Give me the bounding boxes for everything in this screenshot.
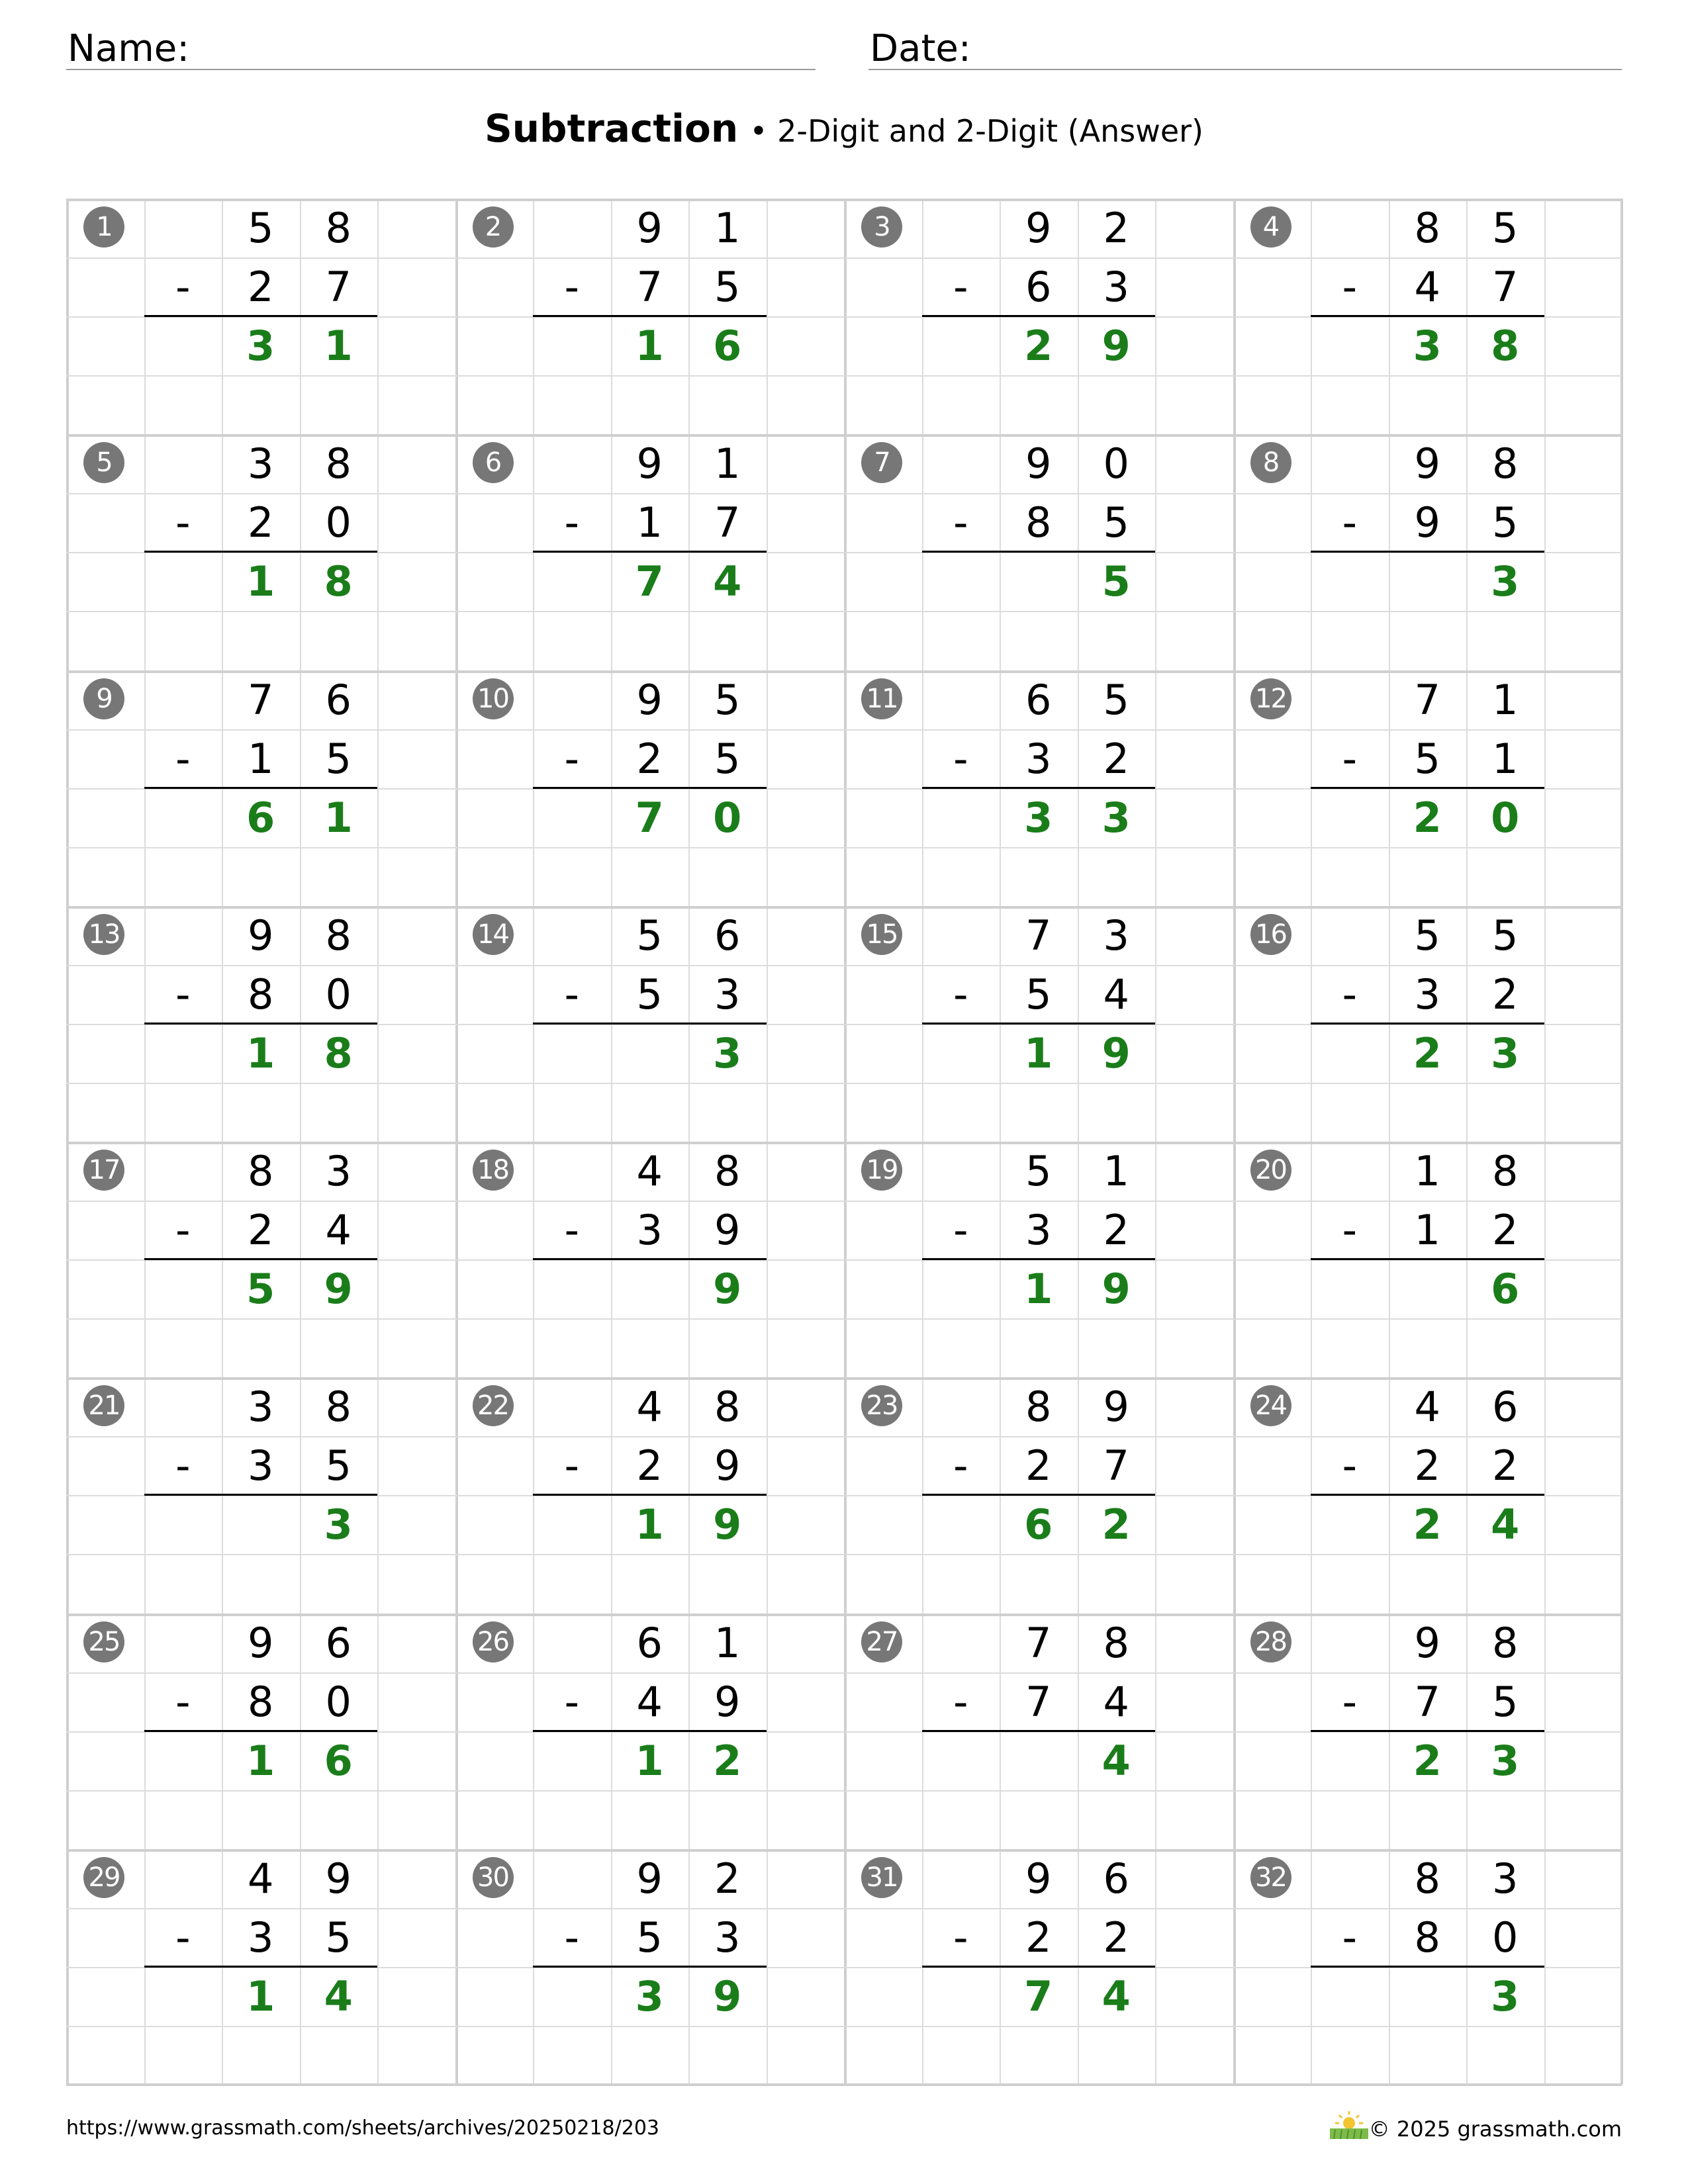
subtrahend-ones: 0 xyxy=(325,970,352,1019)
answer-ones[interactable]: 3 xyxy=(1491,1028,1520,1077)
minuend-ones: 3 xyxy=(1492,1854,1519,1903)
answer-tens[interactable] xyxy=(611,1024,689,1083)
problem-5 xyxy=(66,434,455,670)
answer-tens[interactable]: 3 xyxy=(1024,793,1053,842)
subtrahend-tens: 6 xyxy=(1025,263,1052,311)
subtrahend-ones: 3 xyxy=(714,1913,741,1962)
subtrahend-tens: 4 xyxy=(636,1677,663,1726)
answer-tens[interactable]: 1 xyxy=(246,1736,275,1785)
minuend-ones: 8 xyxy=(325,439,352,488)
problem-19 xyxy=(844,1142,1233,1377)
subtrahend-ones: 7 xyxy=(1492,263,1519,311)
minus-sign: - xyxy=(175,498,191,547)
minus-sign: - xyxy=(175,1206,191,1254)
minus-sign: - xyxy=(1342,1677,1357,1726)
problem-12 xyxy=(1233,670,1622,906)
minuend-tens: 9 xyxy=(636,439,663,488)
answer-tens[interactable]: 2 xyxy=(1413,1028,1442,1077)
problem-24 xyxy=(1233,1377,1622,1613)
minuend-tens: 5 xyxy=(1414,911,1440,960)
subtrahend-tens: 2 xyxy=(248,263,274,311)
answer-ones[interactable]: 3 xyxy=(1491,557,1520,606)
minuend-tens: 3 xyxy=(248,439,274,488)
subtrahend-ones: 5 xyxy=(325,1913,352,1962)
answer-tens[interactable]: 1 xyxy=(635,322,664,370)
subtrahend-tens: 8 xyxy=(1025,498,1052,547)
minuend-ones: 1 xyxy=(1103,1147,1129,1195)
problem-number-badge: 30 xyxy=(473,1857,514,1898)
date-label: Date: xyxy=(870,27,971,70)
footer-copyright: © 2025 grassmath.com xyxy=(1368,2116,1622,2142)
minus-sign: - xyxy=(953,498,968,547)
problem-number-badge: 29 xyxy=(83,1857,124,1898)
answer-tens[interactable] xyxy=(611,1259,689,1318)
subtrahend-ones: 0 xyxy=(1492,1913,1519,1962)
answer-tens[interactable]: 7 xyxy=(635,557,664,606)
minuend-ones: 1 xyxy=(714,204,741,252)
answer-ones[interactable]: 8 xyxy=(324,557,353,606)
problem-26 xyxy=(455,1614,845,1849)
problem-15 xyxy=(844,906,1233,1142)
subtrahend-tens: 7 xyxy=(636,263,663,311)
problem-number-badge: 15 xyxy=(861,914,902,955)
minuend-tens: 5 xyxy=(248,204,274,252)
minuend-ones: 5 xyxy=(714,675,741,724)
subtrahend-tens: 2 xyxy=(1025,1441,1052,1490)
answer-ones[interactable]: 3 xyxy=(713,1028,742,1077)
subtrahend-ones: 5 xyxy=(1103,498,1129,547)
problem-17 xyxy=(66,1142,455,1377)
answer-tens[interactable]: 6 xyxy=(246,793,275,842)
minuend-ones: 9 xyxy=(1103,1383,1129,1432)
minuend-tens: 9 xyxy=(1025,439,1052,488)
answer-ones[interactable]: 8 xyxy=(1491,322,1520,370)
minuend-tens: 6 xyxy=(636,1618,663,1667)
minuend-tens: 9 xyxy=(1025,204,1052,252)
subtrahend-ones: 9 xyxy=(714,1206,741,1254)
answer-ones[interactable]: 3 xyxy=(324,1500,353,1549)
subtrahend-tens: 4 xyxy=(1414,263,1440,311)
answer-ones[interactable]: 4 xyxy=(1491,1500,1520,1549)
answer-ones[interactable]: 6 xyxy=(324,1736,353,1785)
problem-number-badge: 4 xyxy=(1250,206,1291,248)
minus-sign: - xyxy=(953,1441,968,1490)
subtrahend-ones: 2 xyxy=(1103,734,1129,783)
answer-tens[interactable]: 2 xyxy=(1413,1500,1442,1549)
problem-9 xyxy=(66,670,455,906)
problem-27 xyxy=(844,1614,1233,1849)
answer-ones[interactable]: 6 xyxy=(713,322,742,370)
minuend-ones: 8 xyxy=(714,1383,741,1432)
minuend-tens: 8 xyxy=(1414,1854,1440,1903)
answer-ones[interactable]: 9 xyxy=(1102,322,1131,370)
minus-sign: - xyxy=(1342,1441,1357,1490)
answer-ones[interactable]: 2 xyxy=(1102,1500,1131,1549)
answer-ones[interactable]: 4 xyxy=(713,557,742,606)
minus-sign: - xyxy=(1342,734,1357,783)
problem-25 xyxy=(66,1614,455,1849)
minus-sign: - xyxy=(564,1677,579,1726)
answer-tens[interactable]: 3 xyxy=(246,322,275,370)
answer-tens[interactable]: 1 xyxy=(635,1736,664,1785)
answer-tens[interactable] xyxy=(1000,1731,1078,1790)
answer-ones[interactable]: 1 xyxy=(324,793,353,842)
answer-tens[interactable]: 1 xyxy=(1024,1265,1053,1313)
answer-tens[interactable]: 2 xyxy=(1024,322,1053,370)
subtrahend-tens: 5 xyxy=(1025,970,1052,1019)
minus-sign: - xyxy=(953,1677,968,1726)
minuend-tens: 3 xyxy=(248,1383,274,1432)
answer-tens[interactable]: 1 xyxy=(246,557,275,606)
minuend-ones: 6 xyxy=(1103,1854,1129,1903)
minus-sign: - xyxy=(1342,970,1357,1019)
subtrahend-tens: 3 xyxy=(636,1206,663,1254)
minuend-tens: 9 xyxy=(1414,1618,1440,1667)
subtrahend-tens: 3 xyxy=(248,1913,274,1962)
minuend-ones: 1 xyxy=(714,439,741,488)
subtrahend-tens: 3 xyxy=(248,1441,274,1490)
subtrahend-ones: 3 xyxy=(1103,263,1129,311)
answer-ones[interactable]: 4 xyxy=(1102,1972,1131,2021)
answer-tens[interactable]: 1 xyxy=(246,1028,275,1077)
answer-ones[interactable]: 0 xyxy=(713,793,742,842)
problem-number-badge: 32 xyxy=(1250,1857,1291,1898)
problem-1 xyxy=(66,199,455,434)
answer-tens[interactable]: 3 xyxy=(1413,322,1442,370)
minus-sign: - xyxy=(564,1441,579,1490)
minuend-ones: 6 xyxy=(325,1618,352,1667)
problem-number-badge: 16 xyxy=(1250,914,1291,955)
subtrahend-ones: 0 xyxy=(325,1677,352,1726)
subtrahend-ones: 5 xyxy=(714,734,741,783)
answer-ones[interactable]: 6 xyxy=(1491,1265,1520,1313)
subtrahend-ones: 5 xyxy=(325,1441,352,1490)
subtrahend-tens: 3 xyxy=(1414,970,1440,1019)
title-main: Subtraction xyxy=(484,106,739,151)
answer-tens[interactable]: 2 xyxy=(1413,793,1442,842)
problem-number-badge: 2 xyxy=(473,206,514,248)
answer-tens[interactable]: 6 xyxy=(1024,1500,1053,1549)
problem-22 xyxy=(455,1377,845,1613)
subtrahend-tens: 3 xyxy=(1025,1206,1052,1254)
problem-number-badge: 22 xyxy=(473,1385,514,1426)
problem-number-badge: 1 xyxy=(83,206,124,248)
subtrahend-ones: 5 xyxy=(714,263,741,311)
answer-tens[interactable] xyxy=(222,1495,300,1554)
subtrahend-tens: 1 xyxy=(636,498,663,547)
minus-sign: - xyxy=(564,263,579,311)
problem-11 xyxy=(844,670,1233,906)
answer-tens[interactable] xyxy=(1389,1259,1467,1318)
minus-sign: - xyxy=(1342,498,1357,547)
subtrahend-tens: 8 xyxy=(248,970,274,1019)
minus-sign: - xyxy=(175,1913,191,1962)
answer-tens[interactable]: 5 xyxy=(246,1265,275,1313)
minuend-tens: 8 xyxy=(1414,204,1440,252)
minuend-ones: 5 xyxy=(1103,675,1129,724)
page-title xyxy=(0,106,1688,151)
problem-number-badge: 12 xyxy=(1250,678,1291,719)
answer-tens[interactable]: 3 xyxy=(635,1972,664,2021)
subtrahend-ones: 3 xyxy=(714,970,741,1019)
minuend-tens: 9 xyxy=(1414,439,1440,488)
minuend-tens: 4 xyxy=(636,1147,663,1195)
answer-tens[interactable]: 7 xyxy=(1024,1972,1053,2021)
answer-ones[interactable]: 5 xyxy=(1102,557,1131,606)
minuend-ones: 8 xyxy=(1103,1618,1129,1667)
answer-tens[interactable]: 2 xyxy=(1413,1736,1442,1785)
minuend-ones: 9 xyxy=(325,1854,352,1903)
subtrahend-tens: 1 xyxy=(248,734,274,783)
minuend-tens: 7 xyxy=(1025,911,1052,960)
minuend-ones: 8 xyxy=(325,204,352,252)
minuend-tens: 7 xyxy=(248,675,274,724)
subtrahend-ones: 9 xyxy=(714,1441,741,1490)
answer-tens[interactable]: 1 xyxy=(246,1972,275,2021)
answer-tens[interactable]: 7 xyxy=(635,793,664,842)
problem-3 xyxy=(844,199,1233,434)
minuend-ones: 0 xyxy=(1103,439,1129,488)
minus-sign: - xyxy=(564,734,579,783)
minuend-ones: 5 xyxy=(1492,204,1519,252)
problem-31 xyxy=(844,1849,1233,2085)
subtrahend-ones: 2 xyxy=(1492,970,1519,1019)
minuend-tens: 1 xyxy=(1414,1147,1440,1195)
problem-number-badge: 5 xyxy=(83,442,124,483)
minuend-tens: 9 xyxy=(636,1854,663,1903)
answer-ones[interactable]: 9 xyxy=(324,1265,353,1313)
minuend-ones: 2 xyxy=(1103,204,1129,252)
problem-number-badge: 21 xyxy=(83,1385,124,1426)
problem-number-badge: 17 xyxy=(83,1150,124,1191)
problem-7 xyxy=(844,434,1233,670)
name-label: Name: xyxy=(68,27,190,70)
subtrahend-ones: 9 xyxy=(714,1677,741,1726)
subtrahend-tens: 8 xyxy=(248,1677,274,1726)
answer-ones[interactable]: 4 xyxy=(1102,1736,1131,1785)
subtrahend-tens: 5 xyxy=(636,970,663,1019)
subtrahend-tens: 5 xyxy=(636,1913,663,1962)
minuend-tens: 5 xyxy=(1025,1147,1052,1195)
problem-number-badge: 28 xyxy=(1250,1621,1291,1662)
minuend-tens: 9 xyxy=(1025,1854,1052,1903)
subtrahend-ones: 1 xyxy=(1492,734,1519,783)
minuend-ones: 8 xyxy=(325,911,352,960)
problem-number-badge: 20 xyxy=(1250,1150,1291,1191)
minus-sign: - xyxy=(564,498,579,547)
problem-23 xyxy=(844,1377,1233,1613)
minuend-ones: 8 xyxy=(325,1383,352,1432)
minuend-tens: 4 xyxy=(248,1854,274,1903)
title-subtitle: • 2-Digit and 2-Digit (Answer) xyxy=(749,113,1203,149)
minuend-ones: 1 xyxy=(714,1618,741,1667)
subtrahend-tens: 2 xyxy=(1414,1441,1440,1490)
minuend-ones: 8 xyxy=(714,1147,741,1195)
problem-number-badge: 27 xyxy=(861,1621,902,1662)
minuend-tens: 8 xyxy=(248,1147,274,1195)
problem-20 xyxy=(1233,1142,1622,1377)
problem-6 xyxy=(455,434,845,670)
answer-tens[interactable]: 1 xyxy=(635,1500,664,1549)
minus-sign: - xyxy=(953,734,968,783)
problem-number-badge: 18 xyxy=(473,1150,514,1191)
subtrahend-tens: 2 xyxy=(1025,1913,1052,1962)
answer-ones[interactable]: 8 xyxy=(324,1028,353,1077)
minuend-tens: 7 xyxy=(1414,675,1440,724)
problem-number-badge: 7 xyxy=(861,442,902,483)
answer-tens[interactable]: 1 xyxy=(1024,1028,1053,1077)
minuend-ones: 8 xyxy=(1492,439,1519,488)
minus-sign: - xyxy=(1342,263,1357,311)
minuend-ones: 6 xyxy=(325,675,352,724)
minus-sign: - xyxy=(564,1913,579,1962)
minuend-ones: 6 xyxy=(1492,1383,1519,1432)
minus-sign: - xyxy=(175,263,191,311)
minuend-tens: 6 xyxy=(1025,675,1052,724)
answer-ones[interactable]: 2 xyxy=(713,1736,742,1785)
minus-sign: - xyxy=(953,1913,968,1962)
minus-sign: - xyxy=(175,734,191,783)
answer-ones[interactable]: 9 xyxy=(713,1500,742,1549)
minuend-ones: 6 xyxy=(714,911,741,960)
problem-4 xyxy=(1233,199,1622,434)
problem-number-badge: 25 xyxy=(83,1621,124,1662)
answer-tens[interactable] xyxy=(1389,1967,1467,2026)
minus-sign: - xyxy=(953,1206,968,1254)
subtrahend-ones: 0 xyxy=(325,498,352,547)
answer-ones[interactable]: 9 xyxy=(713,1265,742,1313)
minuend-ones: 8 xyxy=(1492,1618,1519,1667)
subtrahend-ones: 7 xyxy=(714,498,741,547)
problem-28 xyxy=(1233,1614,1622,1849)
subtrahend-tens: 3 xyxy=(1025,734,1052,783)
problem-number-badge: 11 xyxy=(861,678,902,719)
subtrahend-tens: 2 xyxy=(248,498,274,547)
problem-number-badge: 10 xyxy=(473,678,514,719)
subtrahend-tens: 5 xyxy=(1414,734,1440,783)
minuend-ones: 1 xyxy=(1492,675,1519,724)
subtrahend-ones: 2 xyxy=(1492,1441,1519,1490)
minus-sign: - xyxy=(953,263,968,311)
subtrahend-tens: 2 xyxy=(248,1206,274,1254)
answer-ones[interactable]: 3 xyxy=(1491,1972,1520,2021)
problem-14 xyxy=(455,906,845,1142)
answer-tens[interactable] xyxy=(1000,552,1078,611)
minuend-ones: 3 xyxy=(325,1147,352,1195)
name-field[interactable] xyxy=(66,20,816,70)
subtrahend-tens: 8 xyxy=(1414,1913,1440,1962)
answer-ones[interactable]: 9 xyxy=(1102,1265,1131,1313)
minus-sign: - xyxy=(175,1441,191,1490)
problem-number-badge: 14 xyxy=(473,914,514,955)
subtrahend-ones: 7 xyxy=(1103,1441,1129,1490)
minus-sign: - xyxy=(1342,1206,1357,1254)
minuend-tens: 9 xyxy=(636,675,663,724)
subtrahend-ones: 2 xyxy=(1103,1913,1129,1962)
minuend-ones: 5 xyxy=(1492,911,1519,960)
problem-number-badge: 24 xyxy=(1250,1385,1291,1426)
minuend-tens: 5 xyxy=(636,911,663,960)
subtrahend-ones: 5 xyxy=(1492,1677,1519,1726)
problem-number-badge: 13 xyxy=(83,914,124,955)
subtrahend-ones: 4 xyxy=(1103,970,1129,1019)
subtrahend-ones: 5 xyxy=(1492,498,1519,547)
answer-ones[interactable]: 9 xyxy=(1102,1028,1131,1077)
answer-ones[interactable]: 9 xyxy=(713,1972,742,2021)
problem-18 xyxy=(455,1142,845,1377)
problem-number-badge: 9 xyxy=(83,678,124,719)
subtrahend-ones: 2 xyxy=(1103,1206,1129,1254)
minuend-tens: 9 xyxy=(248,1618,274,1667)
minuend-tens: 7 xyxy=(1025,1618,1052,1667)
minus-sign: - xyxy=(1342,1913,1357,1962)
problem-number-badge: 23 xyxy=(861,1385,902,1426)
problem-30 xyxy=(455,1849,845,2085)
minuend-ones: 2 xyxy=(714,1854,741,1903)
answer-ones[interactable]: 4 xyxy=(324,1972,353,2021)
subtrahend-tens: 1 xyxy=(1414,1206,1440,1254)
problem-number-badge: 26 xyxy=(473,1621,514,1662)
answer-ones[interactable]: 0 xyxy=(1491,793,1520,842)
problem-10 xyxy=(455,670,845,906)
minus-sign: - xyxy=(953,970,968,1019)
minus-sign: - xyxy=(564,1206,579,1254)
minuend-ones: 3 xyxy=(1103,911,1129,960)
problem-number-badge: 31 xyxy=(861,1857,902,1898)
minuend-tens: 4 xyxy=(1414,1383,1440,1432)
subtrahend-tens: 9 xyxy=(1414,498,1440,547)
date-field[interactable] xyxy=(868,20,1622,70)
problem-grid xyxy=(66,199,1622,2085)
problem-number-badge: 19 xyxy=(861,1150,902,1191)
problem-8 xyxy=(1233,434,1622,670)
footer-url: https://www.grassmath.com/sheets/archives/20250218/203 xyxy=(66,2116,660,2140)
problem-32 xyxy=(1233,1849,1622,2085)
problem-number-badge: 6 xyxy=(473,442,514,483)
answer-tens[interactable] xyxy=(1389,552,1467,611)
subtrahend-tens: 7 xyxy=(1025,1677,1052,1726)
subtrahend-tens: 7 xyxy=(1414,1677,1440,1726)
minuend-tens: 8 xyxy=(1025,1383,1052,1432)
subtrahend-tens: 2 xyxy=(636,1441,663,1490)
answer-ones[interactable]: 1 xyxy=(324,322,353,370)
minuend-tens: 4 xyxy=(636,1383,663,1432)
problem-number-badge: 8 xyxy=(1250,442,1291,483)
subtrahend-ones: 4 xyxy=(1103,1677,1129,1726)
subtrahend-ones: 5 xyxy=(325,734,352,783)
problem-2 xyxy=(455,199,845,434)
problem-13 xyxy=(66,906,455,1142)
minus-sign: - xyxy=(175,970,191,1019)
minuend-ones: 8 xyxy=(1492,1147,1519,1195)
problem-21 xyxy=(66,1377,455,1613)
minus-sign: - xyxy=(564,970,579,1019)
minuend-tens: 9 xyxy=(636,204,663,252)
minus-sign: - xyxy=(175,1677,191,1726)
subtrahend-ones: 2 xyxy=(1492,1206,1519,1254)
answer-ones[interactable]: 3 xyxy=(1491,1736,1520,1785)
problem-29 xyxy=(66,1849,455,2085)
sun-grass-logo-icon xyxy=(1326,2109,1372,2142)
answer-ones[interactable]: 3 xyxy=(1102,793,1131,842)
minuend-tens: 9 xyxy=(248,911,274,960)
subtrahend-tens: 2 xyxy=(636,734,663,783)
problem-number-badge: 3 xyxy=(861,206,902,248)
problem-16 xyxy=(1233,906,1622,1142)
subtrahend-ones: 7 xyxy=(325,263,352,311)
subtrahend-ones: 4 xyxy=(325,1206,352,1254)
